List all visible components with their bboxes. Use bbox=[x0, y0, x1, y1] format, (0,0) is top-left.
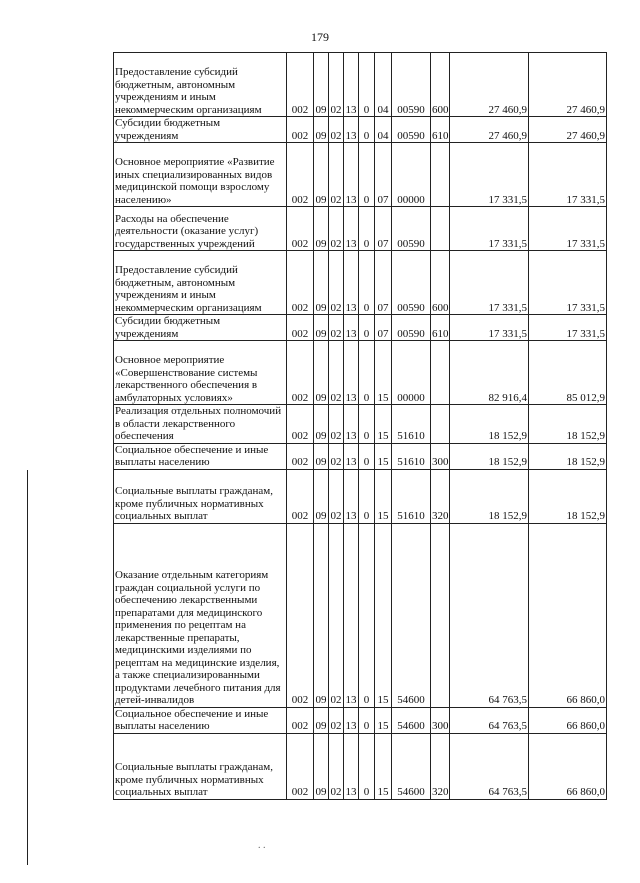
cell-subprogram-code: 0 bbox=[359, 207, 375, 251]
cell-amount-year-1: 17 331,5 bbox=[450, 207, 529, 251]
cell-expense-type-code: 600 bbox=[431, 251, 450, 315]
cell-amount-year-2: 27 460,9 bbox=[529, 117, 607, 143]
row-description: Субсидии бюджетным учреждениям bbox=[114, 315, 287, 341]
row-description: Социальное обеспечение и иные выплаты населению bbox=[114, 443, 287, 469]
cell-subprogram-code: 0 bbox=[359, 315, 375, 341]
cell-program-code: 13 bbox=[344, 733, 359, 799]
cell-event-code: 15 bbox=[375, 341, 392, 405]
cell-amount-year-2: 18 152,9 bbox=[529, 405, 607, 444]
cell-direction-code: 54600 bbox=[392, 707, 431, 733]
table-row bbox=[114, 207, 607, 251]
cell-event-code: 15 bbox=[375, 405, 392, 444]
cell-amount-year-1: 17 331,5 bbox=[450, 143, 529, 207]
cell-subsection-code: 02 bbox=[329, 523, 344, 707]
cell-event-code: 15 bbox=[375, 443, 392, 469]
cell-program-code: 13 bbox=[344, 143, 359, 207]
cell-expense-type-code: 610 bbox=[431, 117, 450, 143]
table-row bbox=[114, 733, 607, 799]
cell-event-code: 04 bbox=[375, 53, 392, 117]
cell-amount-year-2: 66 860,0 bbox=[529, 733, 607, 799]
cell-amount-year-2: 27 460,9 bbox=[529, 53, 607, 117]
cell-expense-type-code: 600 bbox=[431, 53, 450, 117]
cell-event-code: 15 bbox=[375, 523, 392, 707]
cell-program-code: 13 bbox=[344, 251, 359, 315]
cell-direction-code: 00590 bbox=[392, 251, 431, 315]
cell-ministry-code: 002 bbox=[287, 341, 314, 405]
row-description: Субсидии бюджетным учреждениям bbox=[114, 117, 287, 143]
row-description: Социальные выплаты гражданам, кроме публичных нормативных социальных выплат bbox=[114, 733, 287, 799]
cell-amount-year-2: 17 331,5 bbox=[529, 143, 607, 207]
row-description: Расходы на обеспечение деятельности (оказание услуг) государственных учреждений bbox=[114, 207, 287, 251]
cell-amount-year-2: 18 152,9 bbox=[529, 469, 607, 523]
cell-program-code: 13 bbox=[344, 443, 359, 469]
cell-program-code: 13 bbox=[344, 117, 359, 143]
cell-direction-code: 51610 bbox=[392, 405, 431, 444]
cell-program-code: 13 bbox=[344, 315, 359, 341]
cell-subprogram-code: 0 bbox=[359, 251, 375, 315]
cell-amount-year-1: 18 152,9 bbox=[450, 469, 529, 523]
cell-direction-code: 54600 bbox=[392, 523, 431, 707]
cell-program-code: 13 bbox=[344, 207, 359, 251]
cell-expense-type-code: 610 bbox=[431, 315, 450, 341]
cell-program-code: 13 bbox=[344, 469, 359, 523]
cell-ministry-code: 002 bbox=[287, 315, 314, 341]
cell-subprogram-code: 0 bbox=[359, 469, 375, 523]
cell-event-code: 07 bbox=[375, 315, 392, 341]
cell-amount-year-1: 17 331,5 bbox=[450, 251, 529, 315]
cell-amount-year-1: 64 763,5 bbox=[450, 523, 529, 707]
cell-subsection-code: 02 bbox=[329, 251, 344, 315]
cell-amount-year-2: 66 860,0 bbox=[529, 523, 607, 707]
row-description: Предоставление субсидий бюджетным, автономным учреждениям и иным некоммерческим организациям bbox=[114, 53, 287, 117]
cell-ministry-code: 002 bbox=[287, 707, 314, 733]
cell-ministry-code: 002 bbox=[287, 117, 314, 143]
cell-section-code: 09 bbox=[314, 117, 329, 143]
cell-program-code: 13 bbox=[344, 523, 359, 707]
table-row bbox=[114, 443, 607, 469]
cell-subsection-code: 02 bbox=[329, 53, 344, 117]
cell-ministry-code: 002 bbox=[287, 443, 314, 469]
cell-section-code: 09 bbox=[314, 207, 329, 251]
cell-subsection-code: 02 bbox=[329, 469, 344, 523]
row-description: Реализация отдельных полномочий в области лекарственного обеспечения bbox=[114, 405, 287, 444]
scan-speck: . . bbox=[258, 840, 266, 851]
cell-amount-year-2: 17 331,5 bbox=[529, 207, 607, 251]
cell-amount-year-1: 82 916,4 bbox=[450, 341, 529, 405]
table-row bbox=[114, 469, 607, 523]
cell-section-code: 09 bbox=[314, 523, 329, 707]
cell-program-code: 13 bbox=[344, 341, 359, 405]
cell-subprogram-code: 0 bbox=[359, 143, 375, 207]
cell-ministry-code: 002 bbox=[287, 523, 314, 707]
cell-amount-year-1: 27 460,9 bbox=[450, 117, 529, 143]
cell-amount-year-2: 17 331,5 bbox=[529, 315, 607, 341]
page-number: 179 bbox=[311, 30, 329, 44]
cell-section-code: 09 bbox=[314, 707, 329, 733]
cell-subsection-code: 02 bbox=[329, 341, 344, 405]
cell-amount-year-1: 64 763,5 bbox=[450, 733, 529, 799]
cell-amount-year-2: 66 860,0 bbox=[529, 707, 607, 733]
row-description: Оказание отдельным категориям граждан социальной услуги по обеспечению лекарственными препаратами для медицинского применения по рецептам на лекарственные препараты, медицинскими изделиями по рецептам на медицинские изделия, а также специализированными продуктами лечебного питания для детей-инвалидов bbox=[114, 523, 287, 707]
cell-direction-code: 00590 bbox=[392, 117, 431, 143]
row-description: Основное мероприятие «Совершенствование системы лекарственного обеспечения в амбулаторных условиях» bbox=[114, 341, 287, 405]
cell-program-code: 13 bbox=[344, 707, 359, 733]
row-description: Социальное обеспечение и иные выплаты населению bbox=[114, 707, 287, 733]
cell-section-code: 09 bbox=[314, 733, 329, 799]
cell-direction-code: 51610 bbox=[392, 469, 431, 523]
cell-event-code: 15 bbox=[375, 469, 392, 523]
cell-amount-year-1: 17 331,5 bbox=[450, 315, 529, 341]
cell-expense-type-code bbox=[431, 341, 450, 405]
cell-ministry-code: 002 bbox=[287, 207, 314, 251]
cell-direction-code: 00590 bbox=[392, 207, 431, 251]
row-description: Предоставление субсидий бюджетным, автономным учреждениям и иным некоммерческим организациям bbox=[114, 251, 287, 315]
cell-amount-year-2: 85 012,9 bbox=[529, 341, 607, 405]
cell-event-code: 07 bbox=[375, 207, 392, 251]
cell-subsection-code: 02 bbox=[329, 707, 344, 733]
cell-direction-code: 00590 bbox=[392, 53, 431, 117]
cell-section-code: 09 bbox=[314, 53, 329, 117]
table-row bbox=[114, 405, 607, 444]
table-row bbox=[114, 53, 607, 117]
budget-table bbox=[113, 52, 607, 800]
cell-ministry-code: 002 bbox=[287, 251, 314, 315]
row-description: Социальные выплаты гражданам, кроме публичных нормативных социальных выплат bbox=[114, 469, 287, 523]
cell-section-code: 09 bbox=[314, 469, 329, 523]
table-row bbox=[114, 251, 607, 315]
cell-direction-code: 51610 bbox=[392, 443, 431, 469]
table-row bbox=[114, 143, 607, 207]
cell-amount-year-2: 18 152,9 bbox=[529, 443, 607, 469]
cell-direction-code: 54600 bbox=[392, 733, 431, 799]
cell-ministry-code: 002 bbox=[287, 53, 314, 117]
cell-amount-year-1: 18 152,9 bbox=[450, 405, 529, 444]
cell-program-code: 13 bbox=[344, 405, 359, 444]
table-body bbox=[114, 53, 607, 800]
cell-program-code: 13 bbox=[344, 53, 359, 117]
cell-event-code: 15 bbox=[375, 707, 392, 733]
cell-amount-year-1: 27 460,9 bbox=[450, 53, 529, 117]
table-row bbox=[114, 707, 607, 733]
cell-subprogram-code: 0 bbox=[359, 733, 375, 799]
cell-event-code: 07 bbox=[375, 143, 392, 207]
cell-subprogram-code: 0 bbox=[359, 405, 375, 444]
cell-event-code: 07 bbox=[375, 251, 392, 315]
cell-expense-type-code: 300 bbox=[431, 443, 450, 469]
cell-subsection-code: 02 bbox=[329, 207, 344, 251]
cell-subsection-code: 02 bbox=[329, 443, 344, 469]
cell-ministry-code: 002 bbox=[287, 733, 314, 799]
cell-expense-type-code bbox=[431, 405, 450, 444]
cell-subsection-code: 02 bbox=[329, 117, 344, 143]
table-row bbox=[114, 341, 607, 405]
cell-subprogram-code: 0 bbox=[359, 443, 375, 469]
cell-event-code: 15 bbox=[375, 733, 392, 799]
table-row bbox=[114, 117, 607, 143]
table-row bbox=[114, 315, 607, 341]
cell-subprogram-code: 0 bbox=[359, 341, 375, 405]
cell-subsection-code: 02 bbox=[329, 733, 344, 799]
cell-section-code: 09 bbox=[314, 315, 329, 341]
cell-expense-type-code bbox=[431, 523, 450, 707]
cell-section-code: 09 bbox=[314, 443, 329, 469]
cell-ministry-code: 002 bbox=[287, 469, 314, 523]
cell-amount-year-1: 64 763,5 bbox=[450, 707, 529, 733]
cell-subprogram-code: 0 bbox=[359, 707, 375, 733]
cell-expense-type-code bbox=[431, 143, 450, 207]
cell-ministry-code: 002 bbox=[287, 405, 314, 444]
cell-subprogram-code: 0 bbox=[359, 53, 375, 117]
cell-subsection-code: 02 bbox=[329, 315, 344, 341]
cell-expense-type-code bbox=[431, 207, 450, 251]
cell-expense-type-code: 320 bbox=[431, 733, 450, 799]
cell-subsection-code: 02 bbox=[329, 405, 344, 444]
cell-direction-code: 00000 bbox=[392, 143, 431, 207]
cell-subprogram-code: 0 bbox=[359, 523, 375, 707]
cell-ministry-code: 002 bbox=[287, 143, 314, 207]
cell-section-code: 09 bbox=[314, 405, 329, 444]
cell-subprogram-code: 0 bbox=[359, 117, 375, 143]
cell-subsection-code: 02 bbox=[329, 143, 344, 207]
cell-direction-code: 00590 bbox=[392, 315, 431, 341]
cell-section-code: 09 bbox=[314, 251, 329, 315]
cell-section-code: 09 bbox=[314, 143, 329, 207]
cell-amount-year-1: 18 152,9 bbox=[450, 443, 529, 469]
cell-section-code: 09 bbox=[314, 341, 329, 405]
table-row bbox=[114, 523, 607, 707]
cell-event-code: 04 bbox=[375, 117, 392, 143]
row-description: Основное мероприятие «Развитие иных специализированных видов медицинской помощи взрослому населению» bbox=[114, 143, 287, 207]
cell-expense-type-code: 320 bbox=[431, 469, 450, 523]
cell-expense-type-code: 300 bbox=[431, 707, 450, 733]
cell-direction-code: 00000 bbox=[392, 341, 431, 405]
cell-amount-year-2: 17 331,5 bbox=[529, 251, 607, 315]
left-margin-line bbox=[27, 470, 28, 865]
